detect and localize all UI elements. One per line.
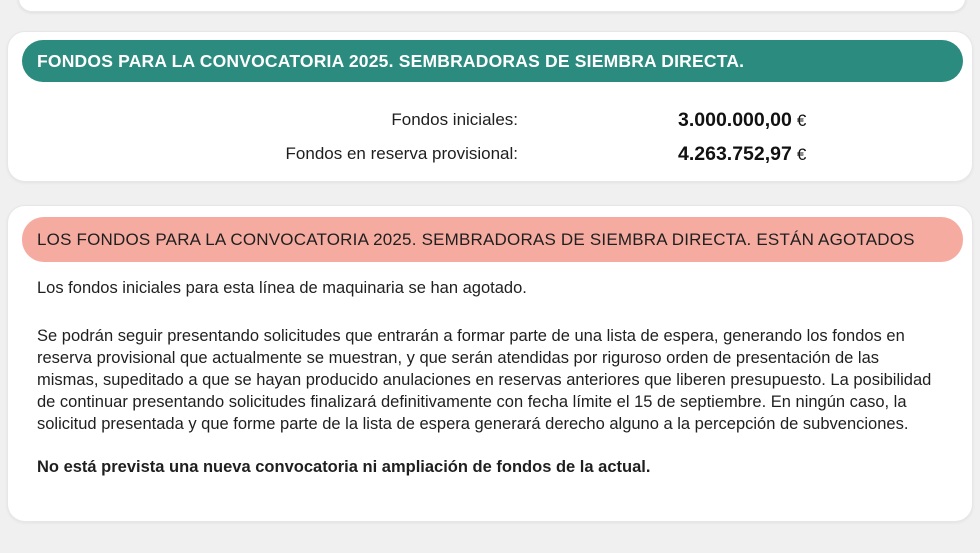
provisional-reserve-funds-value bbox=[518, 143, 972, 166]
provisional-reserve-funds-label: Fondos en reserva provisional: bbox=[285, 144, 518, 163]
euro-symbol: € bbox=[796, 144, 807, 164]
initial-funds-value bbox=[518, 109, 972, 132]
notice-details-paragraph: Se podrán seguir presentando solicitudes que entrarán a formar parte de una lista de espera, generando los fondos en reserva provisional que actualmente se muestran, y que serán atendidas por riguroso orden de presentación de las mismas, supeditado a que se hayan producido anulaciones en reservas anteriores que liberen presupuesto. La posibilidad de continuar presentando solicitudes finalizará definitivamente con fecha límite el 15 de septiembre. En ningún caso, la solicitud presentada y que forme parte de la lista de espera generará derecho alguno a la percepción de subvenciones. bbox=[37, 327, 932, 433]
initial-funds-label: Fondos iniciales: bbox=[391, 110, 518, 129]
provisional-reserve-funds-amount: 4.263.752,97 bbox=[678, 142, 792, 165]
table-row bbox=[8, 137, 972, 171]
notice-intro-paragraph: Los fondos iniciales para esta línea de maquinaria se han agotado. bbox=[37, 279, 527, 297]
previous-card-bottom-edge bbox=[18, 0, 966, 12]
funds-exhausted-banner bbox=[22, 217, 963, 262]
funds-exhausted-banner-title: LOS FONDOS PARA LA CONVOCATORIA 2025. SEMBRADORAS DE SIEMBRA DIRECTA. ESTÁN AGOTADOS bbox=[37, 229, 915, 249]
funds-card bbox=[7, 31, 973, 182]
notice-no-new-call-paragraph: No está prevista una nueva convocatoria ni ampliación de fondos de la actual. bbox=[37, 458, 651, 476]
notice-body bbox=[8, 278, 972, 478]
initial-funds-amount: 3.000.000,00 bbox=[678, 108, 792, 131]
table-row bbox=[8, 103, 972, 137]
notice-card bbox=[7, 205, 973, 522]
euro-symbol: € bbox=[796, 110, 807, 130]
funds-banner-title: FONDOS PARA LA CONVOCATORIA 2025. SEMBRADORAS DE SIEMBRA DIRECTA. bbox=[37, 50, 745, 71]
funds-banner bbox=[22, 40, 963, 82]
funds-table bbox=[8, 103, 972, 171]
